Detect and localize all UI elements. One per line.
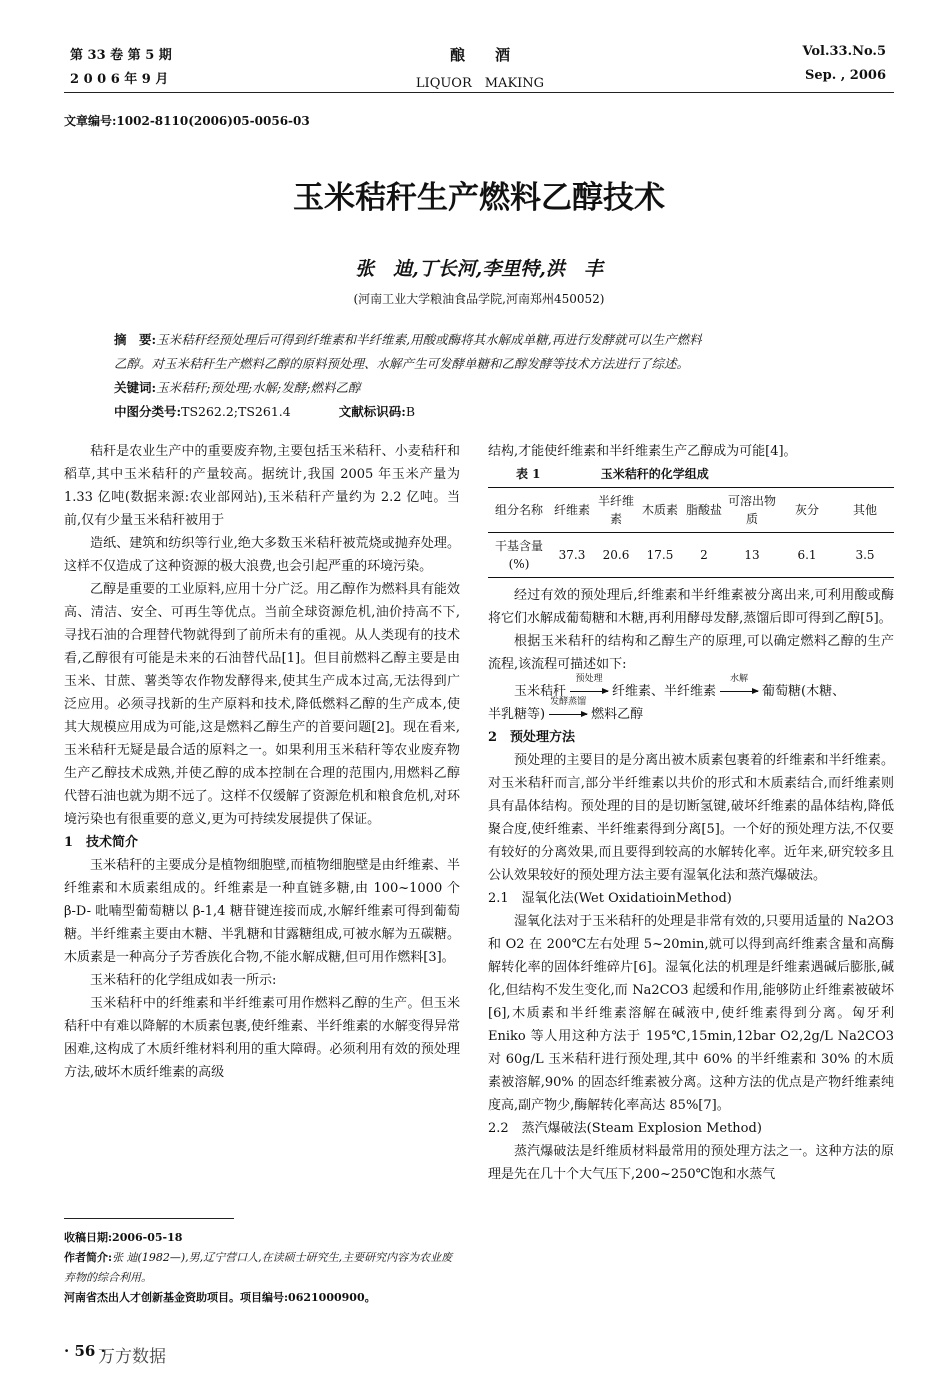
flow-arrow-hydrolysis [720,674,758,703]
flow-arrow-label: 发酵蒸馏 [550,697,587,707]
classification-text: TS262.2;TS261.4 [181,404,291,419]
keywords-text: 玉米秸秆;预处理;水解;发酵;燃料乙醇 [156,380,361,395]
table-cell: 37.3 [558,548,586,562]
flow-step-5: 燃料乙醇 [591,707,644,722]
left-paragraph-1: 秸秆是农业生产中的重要废弃物,主要包括玉米秸秆、小麦秸秆和稻草,其中玉米秸秆的产量较高。据统计,我国 2005 年玉米产量为 1.33 亿吨(数据来源:农业部网站),玉米秸秆产量约为 2.2 亿吨。当前,仅有少量玉米秸秆被用于 [64,444,460,528]
flow-arrow-label: 水解 [730,674,749,684]
paper-affiliation: (河南工业大学粮油食品学院,河南郑州450052) [353,292,605,306]
table-header-cell: 组分名称 [494,503,543,517]
keywords-label: 关键词: [114,380,157,395]
footnote-author: 张 迪(1982—),男,辽宁营口人,在读硕士研究生,主要研究内容为农业废弃物的综合利用。 [64,1251,453,1284]
table-header-cell: 纤维素 [553,503,590,517]
section-2-2-heading: 2.2 蒸汽爆破法(Steam Explosion Method) [488,1121,762,1136]
flow-arrow-label: 预处理 [575,674,603,684]
table-cell: 20.6 [602,548,630,562]
table-header-cell: 其他 [852,503,877,517]
right-paragraph-4: 预处理的主要目的是分离出被木质素包裹着的纤维素和半纤维素。对玉米秸秆而言,部分半纤维素以共价的形式和木质素结合,而纤维素则具有晶体结构。预处理的目的是切断氢键,破坏纤维素的晶体结构,降低聚合度,使纤维素、半纤维素得到分离[5]。一个好的预处理方法,不仅要有较好的分离效果,而且要得到较高的水解转化率。近年来,研究较多且公认效果较好的预处理方法主要有湿氧化法和蒸汽爆破法。 [488,753,894,883]
table-cell: 2 [700,548,708,562]
left-paragraph-2: 造纸、建筑和纺织等行业,绝大多数玉米秸秆被荒烧或抛弃处理。这样不仅造成了这种资源的极大浪费,也会引起严重的环境污染。 [64,536,460,574]
flow-step-1: 玉米秸秆 [514,684,567,699]
composition-table [488,487,894,578]
article-number: 文章编号:1002-8110(2006)05-0056-03 [64,114,310,128]
table-header-cell: 木质素 [641,503,678,517]
section-1-heading: 1 技术简介 [64,835,139,850]
right-paragraph-6: 蒸汽爆破法是纤维质材料最常用的预处理方法之一。这种方法的原理是先在几十个大气压下,200~250℃饱和水蒸气 [488,1144,894,1182]
table-cell: 13 [744,548,760,562]
section-2-1-heading: 2.1 湿氧化法(Wet OxidatioinMethod) [488,891,732,906]
left-paragraph-6: 玉米秸秆中的纤维素和半纤维素可用作燃料乙醇的生产。但玉米秸秆中有难以降解的木质素包裹,使纤维素、半纤维素的水解变得异常困难,这构成了木质纤维材料利用的重大障碍。必须利用有效的预处理方法,破坏木质纤维素的高级 [64,996,460,1080]
right-paragraph-3: 根据玉米秸秆的结构和乙醇生产的原理,可以确定燃料乙醇的生产流程,该流程可描述如下: [488,634,894,672]
table-header-cell: 可溶出物质 [728,494,777,526]
paper-authors: 张 迪,丁长河,李里特,洪 丰 [355,258,603,280]
classification-label: 中图分类号: [114,404,182,419]
flow-step-4: 半乳糖等) [488,707,546,722]
right-paragraph-5: 湿氧化法对于玉米秸秆的处理是非常有效的,只要用适量的 Na2O3 和 O2 在 200℃左右处理 5~20min,就可以得到高纤维素含量和高酶解转化率的固体纤维碎片[6]。湿氧化法的机理是纤维素遇碱后膨胀,碱化,但结构不发生变化,而 Na2CO3 起缓和作用,能够防止纤维素被破坏[6],木质素和半纤维素溶解在碱液中,使纤维素得到分离。匈牙利 Eniko 等人用这种方法于 195℃,15min,12bar O2,2g/L Na2CO3 对 60g/L 玉米秸秆进行预处理,其中 60% 的半纤维素和 30% 的木质素被溶解,90% 的固态纤维素被分离。这种方法的优点是产物纤维素纯度高,副产物少,酶解转化率高达 85%[7]。 [488,914,894,1113]
flow-step-3: 葡萄糖(木糖、 [762,684,846,699]
footnotes [64,1228,460,1308]
flow-arrow-ferment [549,697,587,726]
section-2-heading: 2 预处理方法 [488,730,576,745]
right-paragraph-2: 经过有效的预处理后,纤维素和半纤维素被分离出来,可利用酸或酶将它们水解成葡萄糖和木糖,再利用酵母发酵,蒸馏后即可得到乙醇[5]。 [488,588,894,626]
abstract-line2: 乙醇。对玉米秸秆生产燃料乙醇的原料预处理、水解产生可发酵单糖和乙醇发酵等技术方法进行了综述。 [114,356,690,371]
header-date: 2 0 0 6 年 9 月 [70,72,169,87]
page-number: · 56 · [64,1342,106,1360]
footnote-rule [64,1218,234,1219]
footnote-author-label: 作者简介: [64,1251,113,1264]
left-paragraph-4: 玉米秸秆的主要成分是植物细胞壁,而植物细胞壁是由纤维素、半纤维素和木质素组成的。纤维素是一种直链多糖,由 100~1000 个 β-D- 吡喃型葡萄糖以 β-1,4 糖苷键连接而成,水解纤维素可得到葡萄糖。半纤维素主要由木糖、半乳糖和甘露糖组成,可被水解为五碳糖。木质素是一种高分子芳香族化合物,不能水解成糖,但可用作燃料[3]。 [64,858,460,965]
paper-title: 玉米秸秆生产燃料乙醇技术 [293,180,665,216]
process-flow-line2 [488,697,894,726]
table-caption [488,465,894,483]
abstract-line1: 玉米秸秆经预处理后可得到纤维素和半纤维素,用酸或酶将其水解成单糖,再进行发酵就可以生产燃料 [156,332,702,347]
doc-code-label: 文献标识码: [338,404,406,419]
header-journal-en: LIQUOR MAKING [415,76,545,91]
footnote-received: 收稿日期:2006-05-18 [64,1231,183,1244]
right-column [488,440,894,1186]
table-header-cell: 脂酸盐 [685,503,722,517]
arrow-icon [720,691,758,692]
abstract [114,328,854,424]
left-column [64,440,460,1084]
table-cell: 3.5 [855,548,875,562]
doc-code: B [405,404,416,419]
table-header-cell: 灰分 [794,503,819,517]
table-header-row [488,488,894,533]
table-row-label: 干基含量(%) [494,539,543,571]
abstract-label: 摘 要: [114,332,157,347]
footnote-fund: 河南省杰出人才创新基金资助项目。项目编号:0621000900。 [64,1291,376,1304]
table-row [488,533,894,578]
table-header-cell: 半纤维素 [597,494,634,526]
header-journal-cn: 酿 酒 [449,46,510,64]
table-label: 表 1 [516,467,541,481]
right-paragraph-1: 结构,才能使纤维素和半纤维素生产乙醇成为可能[4]。 [488,444,797,459]
left-paragraph-3: 乙醇是重要的工业原料,应用十分广泛。用乙醇作为燃料具有能效高、清洁、安全、可再生等优点。当前全球资源危机,油价持高不下,寻找石油的合理替代物就得到了前所未有的重视。从人类现有的技术看,乙醇很有可能是未来的石油替代品[1]。但目前燃料乙醇主要是由玉米、甘蔗、薯类等农作物发酵得来,使其生产成本过高,无法得到广泛应用。必须寻找新的生产原料和技术,降低燃料乙醇的生产成本,使其大规模应用成为可能,这是燃料乙醇生产的首要问题[2]。现在看来,玉米秸秆无疑是最合适的原料之一。如果利用玉米秸秆等农业废弃物生产乙醇技术成熟,并使乙醇的成本控制在合理的范围内,用燃料乙醇代替石油也就为期不远了。这样不仅缓解了资源危机和粮食危机,对环境污染也有很重要的意义,更为可持续发展提供了保证。 [64,582,460,827]
watermark: 万方数据 [98,1347,166,1367]
arrow-icon [549,714,587,715]
table-title: 玉米秸秆的化学组成 [600,467,709,481]
table-cell: 17.5 [646,548,674,562]
left-paragraph-5: 玉米秸秆的化学组成如表一所示: [90,973,277,988]
header-date-en: Sep. , 2006 [804,68,886,83]
flow-step-2: 纤维素、半纤维素 [612,684,717,699]
header-rule [64,92,894,93]
header-vol-en: Vol.33.No.5 [802,44,886,59]
table-cell: 6.1 [797,548,817,562]
header-volume-issue: 第 33 卷 第 5 期 [70,48,172,63]
